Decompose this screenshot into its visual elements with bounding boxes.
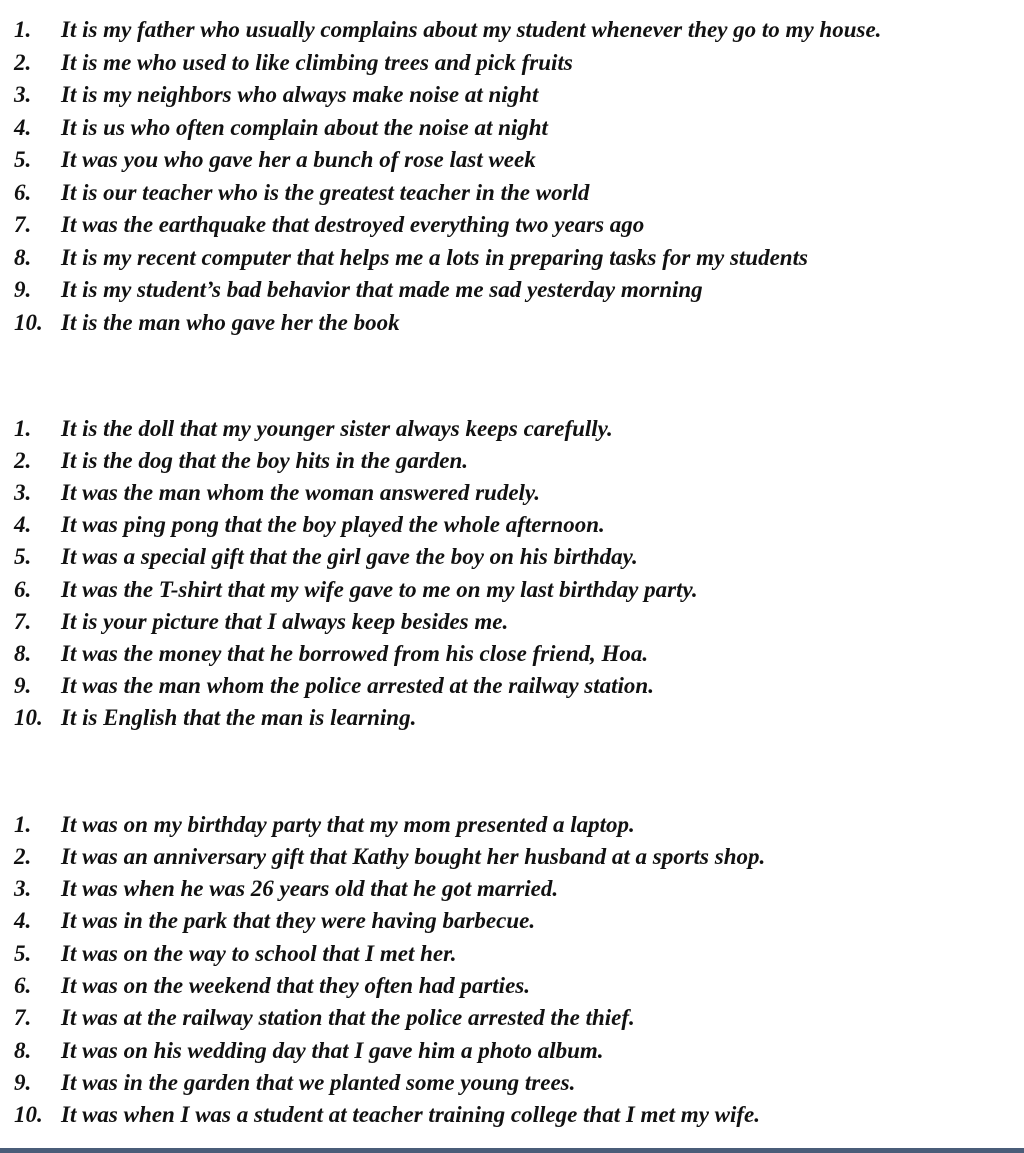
item-sentence: It was on the weekend that they often had parties. xyxy=(61,973,530,998)
item-sentence: It is me who used to like climbing trees and pick fruits xyxy=(61,49,573,75)
item-number: 8. xyxy=(14,244,32,270)
item-sentence: It was on the way to school that I met her. xyxy=(61,941,457,966)
item-sentence: It is the man who gave her the book xyxy=(61,309,400,335)
item-number: 8. xyxy=(14,1038,32,1063)
item-number: 10. xyxy=(14,705,43,730)
item-sentence: It is your picture that I always keep besides me. xyxy=(61,609,509,634)
item-number: 9. xyxy=(14,673,32,698)
item-sentence: It was a special gift that the girl gave the boy on his birthday. xyxy=(61,544,638,569)
item-number: 8. xyxy=(14,641,32,666)
item-sentence: It was when he was 26 years old that he got married. xyxy=(61,876,559,901)
item-number: 4. xyxy=(14,114,32,140)
item-number: 10. xyxy=(14,309,43,335)
item-sentence: It is English that the man is learning. xyxy=(61,705,417,730)
item-number: 3. xyxy=(14,876,32,901)
item-sentence: It is the doll that my younger sister always keeps carefully. xyxy=(61,416,613,441)
item-number: 10. xyxy=(14,1102,43,1127)
item-sentence: It was ping pong that the boy played the whole afternoon. xyxy=(61,512,605,537)
item-sentence: It was when I was a student at teacher training college that I met my wife. xyxy=(61,1102,760,1127)
item-sentence: It was the money that he borrowed from his close friend, Hoa. xyxy=(61,641,649,666)
item-number: 6. xyxy=(14,973,32,998)
item-number: 5. xyxy=(14,941,32,966)
item-sentence: It was the man whom the police arrested at the railway station. xyxy=(61,673,654,698)
item-sentence: It was you who gave her a bunch of rose last week xyxy=(61,147,536,172)
item-number: 4. xyxy=(14,908,32,933)
item-number: 2. xyxy=(14,844,32,869)
item-sentence: It was on my birthday party that my mom presented a laptop. xyxy=(61,812,635,837)
item-number: 7. xyxy=(14,1005,32,1030)
item-sentence: It was the T-shirt that my wife gave to me on my last birthday party. xyxy=(61,577,698,602)
item-sentence: It is us who often complain about the noise at night xyxy=(61,114,548,140)
item-number: 2. xyxy=(14,49,32,75)
item-number: 2. xyxy=(14,448,32,473)
item-number: 6. xyxy=(14,179,32,205)
item-sentence: It is my student’s bad behavior that made me sad yesterday morning xyxy=(61,277,703,302)
item-number: 1. xyxy=(14,812,32,837)
item-sentence: It is my neighbors who always make noise at night xyxy=(61,82,539,107)
item-sentence: It was at the railway station that the police arrested the thief. xyxy=(61,1005,635,1030)
item-sentence: It was the earthquake that destroyed everything two years ago xyxy=(61,212,645,237)
item-number: 3. xyxy=(14,480,32,505)
item-sentence: It was in the garden that we planted some young trees. xyxy=(61,1070,576,1095)
item-number: 1. xyxy=(14,416,32,441)
item-number: 5. xyxy=(14,147,32,172)
item-number: 7. xyxy=(14,212,32,237)
item-number: 3. xyxy=(14,82,32,107)
item-sentence: It is our teacher who is the greatest teacher in the world xyxy=(61,179,590,205)
item-sentence: It was in the park that they were having barbecue. xyxy=(61,908,536,933)
bottom-border xyxy=(0,1148,1024,1153)
item-sentence: It is my father who usually complains about my student whenever they go to my house. xyxy=(61,17,882,42)
item-number: 9. xyxy=(14,1070,32,1095)
item-number: 6. xyxy=(14,577,32,602)
item-sentence: It was on his wedding day that I gave him a photo album. xyxy=(61,1038,604,1063)
item-number: 5. xyxy=(14,544,32,569)
item-sentence: It is my recent computer that helps me a lots in preparing tasks for my students xyxy=(61,244,808,270)
item-sentence: It was an anniversary gift that Kathy bought her husband at a sports shop. xyxy=(61,844,766,869)
item-number: 4. xyxy=(14,512,32,537)
item-number: 7. xyxy=(14,609,32,634)
item-sentence: It was the man whom the woman answered rudely. xyxy=(61,480,541,505)
item-sentence: It is the dog that the boy hits in the garden. xyxy=(61,448,469,473)
item-number: 9. xyxy=(14,277,32,302)
item-number: 1. xyxy=(14,17,32,42)
